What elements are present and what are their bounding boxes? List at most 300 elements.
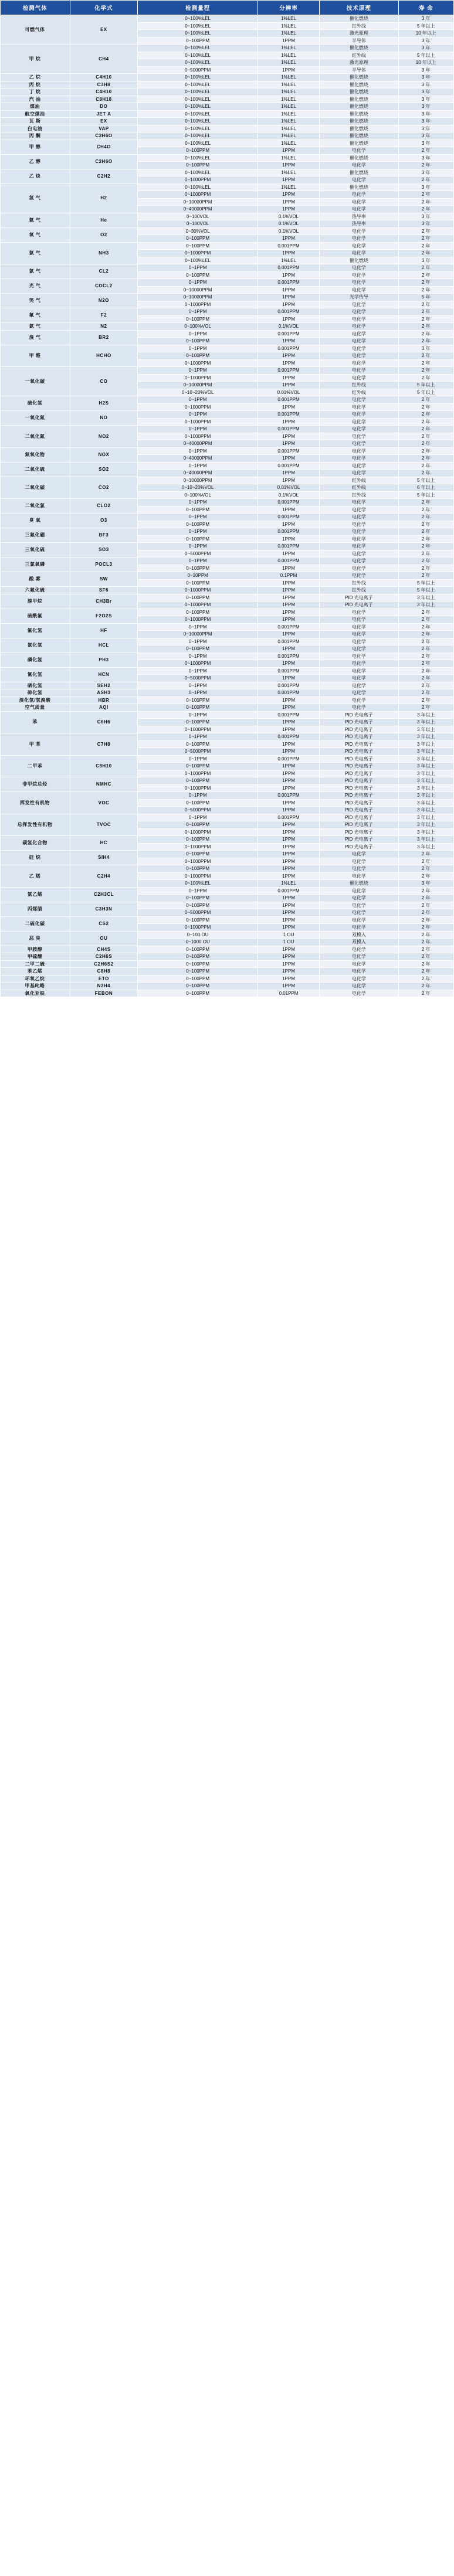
range-cell: 0~1PPM: [138, 426, 258, 433]
range-cell: 0~100PPM: [138, 594, 258, 601]
range-cell: 0~1PPM: [138, 345, 258, 352]
range-cell: 0~100%LEL: [138, 81, 258, 89]
formula-cell: C7H8: [70, 733, 138, 756]
lifetime-cell: 2 年: [398, 983, 453, 990]
technology-cell: PID 光电离子: [320, 763, 399, 770]
formula-cell: ASH3: [70, 689, 138, 697]
gas-name-cell: 氮氧化物: [1, 447, 70, 462]
technology-cell: 电化学: [320, 946, 399, 953]
resolution-cell: 1PPM: [258, 250, 320, 257]
lifetime-cell: 2 年: [398, 902, 453, 909]
lifetime-cell: 2 年: [398, 667, 453, 675]
technology-cell: 红外线: [320, 22, 399, 30]
lifetime-cell: 2 年: [398, 565, 453, 572]
lifetime-cell: 2 年: [398, 206, 453, 213]
resolution-cell: 1PPM: [258, 271, 320, 279]
lifetime-cell: 2 年: [398, 558, 453, 565]
resolution-cell: 1PPM: [258, 821, 320, 829]
table-row: [1, 499, 454, 507]
resolution-cell: 1PPM: [258, 506, 320, 514]
range-cell: 0~1PPM: [138, 330, 258, 338]
technology-cell: 催化燃烧: [320, 15, 399, 23]
lifetime-cell: 2 年: [398, 521, 453, 528]
range-cell: 0~100%LEL: [138, 15, 258, 23]
lifetime-cell: 2 年: [398, 286, 453, 294]
range-cell: 0~100PPM: [138, 719, 258, 726]
range-cell: 0~100VOL: [138, 220, 258, 228]
lifetime-cell: 2 年: [398, 455, 453, 463]
range-cell: 0~1PPM: [138, 396, 258, 404]
gas-name-cell: 光 气: [1, 279, 70, 294]
range-cell: 0~100%LEL: [138, 52, 258, 59]
gas-name-cell: 二氧化氮: [1, 426, 70, 448]
range-cell: 0~100PPM: [138, 990, 258, 997]
table-row: [1, 851, 454, 858]
gas-name-cell: 非甲烷总烃: [1, 777, 70, 792]
lifetime-cell: 3 年以上: [398, 726, 453, 733]
range-cell: 0~1000PPM: [138, 191, 258, 199]
range-cell: 0~100PPM: [138, 162, 258, 169]
technology-cell: 电化学: [320, 851, 399, 858]
range-cell: 0~1000PPM: [138, 843, 258, 851]
range-cell: 0~5000PPM: [138, 66, 258, 74]
resolution-cell: 0.001PPM: [258, 279, 320, 287]
range-cell: 0~100PPM: [138, 609, 258, 616]
resolution-cell: 1PPM: [258, 579, 320, 587]
table-row: [1, 572, 454, 580]
range-cell: 0~100PPM: [138, 235, 258, 243]
technology-cell: 电化学: [320, 609, 399, 616]
table-row: [1, 447, 454, 455]
technology-cell: 电化学: [320, 660, 399, 668]
range-cell: 0~1PPM: [138, 447, 258, 455]
gas-name-cell: 氟化氢: [1, 623, 70, 638]
lifetime-cell: 2 年: [398, 616, 453, 624]
lifetime-cell: 3 年: [398, 74, 453, 81]
resolution-cell: 1PPM: [258, 858, 320, 865]
technology-cell: 电化学: [320, 250, 399, 257]
lifetime-cell: 3 年以上: [398, 843, 453, 851]
formula-cell: O2: [70, 227, 138, 242]
resolution-cell: 1PPM: [258, 719, 320, 726]
technology-cell: 电化学: [320, 367, 399, 375]
technology-cell: PID 光电离子: [320, 821, 399, 829]
lifetime-cell: 2 年: [398, 499, 453, 507]
lifetime-cell: 3 年: [398, 89, 453, 96]
table-row: [1, 623, 454, 631]
formula-cell: BF3: [70, 528, 138, 543]
technology-cell: 热导率: [320, 213, 399, 220]
lifetime-cell: 3 年: [398, 37, 453, 45]
resolution-cell: 1PPM: [258, 799, 320, 807]
resolution-cell: 1PPM: [258, 294, 320, 301]
lifetime-cell: 2 年: [398, 367, 453, 375]
technology-cell: 电化学: [320, 279, 399, 287]
lifetime-cell: 2 年: [398, 895, 453, 902]
gas-name-cell: 溴 气: [1, 330, 70, 345]
table-row: [1, 213, 454, 220]
resolution-cell: 1PPM: [258, 645, 320, 653]
resolution-cell: 1%LEL: [258, 74, 320, 81]
range-cell: 0~1000PPM: [138, 616, 258, 624]
technology-cell: 电化学: [320, 359, 399, 367]
formula-cell: SW: [70, 572, 138, 587]
resolution-cell: 1PPM: [258, 660, 320, 668]
gas-detection-table: [0, 0, 454, 997]
resolution-cell: 1%LEL: [258, 59, 320, 67]
formula-cell: JET A: [70, 110, 138, 118]
resolution-cell: 0.01%VOL: [258, 389, 320, 396]
lifetime-cell: 2 年: [398, 916, 453, 924]
lifetime-cell: 3 年: [398, 880, 453, 888]
formula-cell: N2O: [70, 294, 138, 308]
lifetime-cell: 3 年: [398, 15, 453, 23]
technology-cell: 电化学: [320, 506, 399, 514]
gas-name-cell: 苯: [1, 711, 70, 733]
formula-cell: DO: [70, 103, 138, 111]
range-cell: 0~100%LEL: [138, 22, 258, 30]
range-cell: 0~1000PPM: [138, 924, 258, 932]
formula-cell: CH4S: [70, 946, 138, 953]
table-row: [1, 154, 454, 162]
resolution-cell: 0.001PPM: [258, 733, 320, 741]
resolution-cell: 1PPM: [258, 66, 320, 74]
formula-cell: CH4: [70, 45, 138, 74]
range-cell: 0~100%LEL: [138, 30, 258, 38]
gas-name-cell: 溴甲烷: [1, 594, 70, 609]
range-cell: 0~1PPM: [138, 411, 258, 419]
resolution-cell: 0.1%VOL: [258, 323, 320, 331]
technology-cell: 电化学: [320, 616, 399, 624]
technology-cell: 红外线: [320, 491, 399, 499]
range-cell: 0~40000PPM: [138, 206, 258, 213]
gas-name-cell: 硫酰氟: [1, 609, 70, 623]
range-cell: 0~1PPM: [138, 528, 258, 536]
resolution-cell: 0.001PPM: [258, 755, 320, 763]
technology-cell: 电化学: [320, 865, 399, 873]
range-cell: 0~100PPM: [138, 242, 258, 250]
technology-cell: 电化学: [320, 206, 399, 213]
resolution-cell: 0.001PPM: [258, 528, 320, 536]
technology-cell: 电化学: [320, 447, 399, 455]
gas-name-cell: 二甲苯: [1, 755, 70, 777]
range-cell: 0~100PPM: [138, 821, 258, 829]
lifetime-cell: 2 年: [398, 550, 453, 558]
range-cell: 0~100%LEL: [138, 118, 258, 125]
lifetime-cell: 2 年: [398, 271, 453, 279]
formula-cell: C8H8: [70, 968, 138, 976]
gas-name-cell: 乙 炔: [1, 169, 70, 183]
table-row: [1, 89, 454, 96]
resolution-cell: 1PPM: [258, 565, 320, 572]
range-cell: 0~100PPM: [138, 521, 258, 528]
gas-name-cell: 一氧化氮: [1, 411, 70, 426]
range-cell: 0~1000PPM: [138, 660, 258, 668]
lifetime-cell: 2 年: [398, 660, 453, 668]
technology-cell: 电化学: [320, 227, 399, 235]
resolution-cell: 1PPM: [258, 147, 320, 155]
range-cell: 0~1PPM: [138, 755, 258, 763]
resolution-cell: 1PPM: [258, 946, 320, 953]
technology-cell: 催化燃烧: [320, 125, 399, 132]
technology-cell: 电化学: [320, 990, 399, 997]
gas-name-cell: 乙 烷: [1, 74, 70, 81]
formula-cell: VOC: [70, 792, 138, 814]
technology-cell: 电化学: [320, 638, 399, 645]
range-cell: 0~100PPM: [138, 696, 258, 704]
lifetime-cell: 3 年以上: [398, 770, 453, 777]
lifetime-cell: 2 年: [398, 631, 453, 638]
resolution-cell: 0.001PPM: [258, 396, 320, 404]
resolution-cell: 1%LEL: [258, 118, 320, 125]
lifetime-cell: 2 年: [398, 887, 453, 895]
technology-cell: PID 光电离子: [320, 777, 399, 785]
range-cell: 0~1000PPM: [138, 359, 258, 367]
technology-cell: 电化学: [320, 667, 399, 675]
table-header-row: [1, 1, 454, 15]
range-cell: 0~100%LEL: [138, 96, 258, 103]
technology-cell: 电化学: [320, 631, 399, 638]
resolution-cell: 0.001PPM: [258, 242, 320, 250]
resolution-cell: 1PPM: [258, 235, 320, 243]
lifetime-cell: 2 年: [398, 323, 453, 331]
technology-cell: 催化燃烧: [320, 74, 399, 81]
technology-cell: PID 光电离子: [320, 755, 399, 763]
lifetime-cell: 3 年: [398, 140, 453, 147]
table-row: [1, 983, 454, 990]
resolution-cell: 1PPM: [258, 301, 320, 308]
technology-cell: 电化学: [320, 198, 399, 206]
gas-name-cell: 汽 油: [1, 96, 70, 103]
formula-cell: N2H4: [70, 983, 138, 990]
range-cell: 0~100PPM: [138, 777, 258, 785]
technology-cell: 催化燃烧: [320, 45, 399, 52]
lifetime-cell: 2 年: [398, 198, 453, 206]
table-row: [1, 777, 454, 785]
lifetime-cell: 2 年: [398, 359, 453, 367]
lifetime-cell: 2 年: [398, 924, 453, 932]
gas-name-cell: 挥发性有机物: [1, 792, 70, 814]
formula-cell: NMHC: [70, 777, 138, 792]
resolution-cell: 1%LEL: [258, 81, 320, 89]
table-body: [1, 15, 454, 997]
header-range: 检测量程: [138, 1, 258, 15]
lifetime-cell: 3 年: [398, 257, 453, 264]
resolution-cell: 1PPM: [258, 843, 320, 851]
table-row: [1, 294, 454, 301]
technology-cell: 电化学: [320, 653, 399, 660]
resolution-cell: 1PPM: [258, 851, 320, 858]
lifetime-cell: 3 年以上: [398, 777, 453, 785]
technology-cell: 电化学: [320, 953, 399, 961]
table-row: [1, 45, 454, 52]
range-cell: 0~100PPM: [138, 740, 258, 748]
lifetime-cell: 3 年以上: [398, 601, 453, 609]
gas-name-cell: 甲胺醇: [1, 946, 70, 953]
resolution-cell: 1PPM: [258, 675, 320, 682]
formula-cell: CH4O: [70, 140, 138, 154]
resolution-cell: 0.1PPM: [258, 572, 320, 580]
resolution-cell: 1PPM: [258, 828, 320, 836]
range-cell: 0~10~20%VOL: [138, 484, 258, 492]
gas-name-cell: 二氧化氯: [1, 499, 70, 514]
formula-cell: PH3: [70, 653, 138, 667]
formula-cell: C2H6S: [70, 953, 138, 961]
resolution-cell: 1PPM: [258, 748, 320, 756]
technology-cell: 电化学: [320, 514, 399, 521]
range-cell: 0~1000PPM: [138, 403, 258, 411]
lifetime-cell: 2 年: [398, 235, 453, 243]
gas-name-cell: 甲 苯: [1, 733, 70, 756]
table-row: [1, 140, 454, 147]
range-cell: 0~5000PPM: [138, 748, 258, 756]
lifetime-cell: 3 年以上: [398, 733, 453, 741]
gas-name-cell: 硅 烷: [1, 851, 70, 865]
range-cell: 0~100PPM: [138, 865, 258, 873]
lifetime-cell: 2 年: [398, 440, 453, 448]
formula-cell: SO2: [70, 462, 138, 477]
lifetime-cell: 3 年以上: [398, 740, 453, 748]
range-cell: 0~1000PPM: [138, 770, 258, 777]
gas-name-cell: 六氟化硫: [1, 587, 70, 594]
resolution-cell: 1PPM: [258, 587, 320, 594]
technology-cell: 红外线: [320, 587, 399, 594]
table-row: [1, 755, 454, 763]
technology-cell: 电化学: [320, 403, 399, 411]
gas-name-cell: 二氧化硫: [1, 462, 70, 477]
gas-name-cell: 甲硫醚: [1, 953, 70, 961]
technology-cell: 电化学: [320, 872, 399, 880]
technology-cell: 红外线: [320, 484, 399, 492]
lifetime-cell: 3 年以上: [398, 763, 453, 770]
lifetime-cell: 2 年: [398, 609, 453, 616]
lifetime-cell: 2 年: [398, 946, 453, 953]
formula-cell: N2: [70, 323, 138, 331]
range-cell: 0~1000 OU: [138, 939, 258, 946]
lifetime-cell: 3 年以上: [398, 807, 453, 814]
technology-cell: 激光原理: [320, 30, 399, 38]
formula-cell: C3H6O: [70, 132, 138, 140]
range-cell: 0~100PPM: [138, 902, 258, 909]
range-cell: 0~1000PPM: [138, 250, 258, 257]
formula-cell: HCL: [70, 638, 138, 653]
technology-cell: 电化学: [320, 682, 399, 689]
gas-name-cell: 三氧化硫: [1, 543, 70, 558]
range-cell: 0~10000PPM: [138, 631, 258, 638]
resolution-cell: 0.001PPM: [258, 330, 320, 338]
range-cell: 0~1000PPM: [138, 601, 258, 609]
lifetime-cell: 2 年: [398, 162, 453, 169]
lifetime-cell: 10 年以上: [398, 30, 453, 38]
table-row: [1, 587, 454, 594]
range-cell: 0~100PPM: [138, 338, 258, 345]
lifetime-cell: 3 年以上: [398, 594, 453, 601]
formula-cell: POCL3: [70, 558, 138, 572]
gas-name-cell: 酸 雾: [1, 572, 70, 587]
resolution-cell: 1PPM: [258, 953, 320, 961]
range-cell: 0~1000PPM: [138, 301, 258, 308]
table-row: [1, 227, 454, 235]
technology-cell: 电化学: [320, 550, 399, 558]
range-cell: 0~1PPM: [138, 638, 258, 645]
range-cell: 0~100%LEL: [138, 140, 258, 147]
lifetime-cell: 2 年: [398, 682, 453, 689]
table-row: [1, 953, 454, 961]
resolution-cell: 1 OU: [258, 931, 320, 939]
resolution-cell: 1%LEL: [258, 96, 320, 103]
range-cell: 0~100%LEL: [138, 103, 258, 111]
resolution-cell: 1PPM: [258, 176, 320, 184]
range-cell: 0~100PPM: [138, 975, 258, 983]
gas-name-cell: 臭 氧: [1, 514, 70, 528]
lifetime-cell: 5 年: [398, 294, 453, 301]
lifetime-cell: 2 年: [398, 645, 453, 653]
gas-name-cell: 碳氢化合物: [1, 836, 70, 851]
resolution-cell: 0.001PPM: [258, 447, 320, 455]
range-cell: 0~100%LEL: [138, 257, 258, 264]
resolution-cell: 0.1%VOL: [258, 213, 320, 220]
lifetime-cell: 2 年: [398, 418, 453, 426]
technology-cell: PID 光电离子: [320, 807, 399, 814]
resolution-cell: 1PPM: [258, 704, 320, 712]
lifetime-cell: 2 年: [398, 308, 453, 316]
range-cell: 0~100%VOL: [138, 323, 258, 331]
table-row: [1, 308, 454, 316]
range-cell: 0~100%LEL: [138, 132, 258, 140]
lifetime-cell: 2 年: [398, 315, 453, 323]
technology-cell: PID 光电离子: [320, 843, 399, 851]
lifetime-cell: 3 年: [398, 220, 453, 228]
technology-cell: 电化学: [320, 543, 399, 550]
gas-name-cell: 甲 醛: [1, 345, 70, 367]
technology-cell: 电化学: [320, 470, 399, 477]
resolution-cell: 0.001PPM: [258, 638, 320, 645]
gas-name-cell: 溴化氢/氢溴酸: [1, 696, 70, 704]
resolution-cell: 1PPM: [258, 983, 320, 990]
formula-cell: EX: [70, 118, 138, 125]
lifetime-cell: 2 年: [398, 939, 453, 946]
resolution-cell: 1%LEL: [258, 154, 320, 162]
resolution-cell: 1PPM: [258, 924, 320, 932]
range-cell: 0~10000PPM: [138, 286, 258, 294]
header-technology: 技术原理: [320, 1, 399, 15]
gas-name-cell: 氧 气: [1, 227, 70, 242]
resolution-cell: 0.1%VOL: [258, 227, 320, 235]
range-cell: 0~40000PPM: [138, 455, 258, 463]
resolution-cell: 1%LEL: [258, 125, 320, 132]
technology-cell: 电化学: [320, 440, 399, 448]
range-cell: 0~100PPM: [138, 147, 258, 155]
lifetime-cell: 2 年: [398, 975, 453, 983]
resolution-cell: 0.001PPM: [258, 682, 320, 689]
range-cell: 0~100PPM: [138, 895, 258, 902]
technology-cell: 电化学: [320, 499, 399, 507]
lifetime-cell: 2 年: [398, 264, 453, 272]
range-cell: 0~1PPM: [138, 279, 258, 287]
formula-cell: EX: [70, 15, 138, 45]
technology-cell: 电化学: [320, 455, 399, 463]
resolution-cell: 1PPM: [258, 696, 320, 704]
lifetime-cell: 2 年: [398, 411, 453, 419]
resolution-cell: 1PPM: [258, 902, 320, 909]
formula-cell: C8H10: [70, 755, 138, 777]
range-cell: 0~100%LEL: [138, 183, 258, 191]
lifetime-cell: 3 年: [398, 45, 453, 52]
header-formula: 化学式: [70, 1, 138, 15]
range-cell: 0~100PPM: [138, 565, 258, 572]
formula-cell: C2H4: [70, 865, 138, 888]
technology-cell: 电化学: [320, 323, 399, 331]
